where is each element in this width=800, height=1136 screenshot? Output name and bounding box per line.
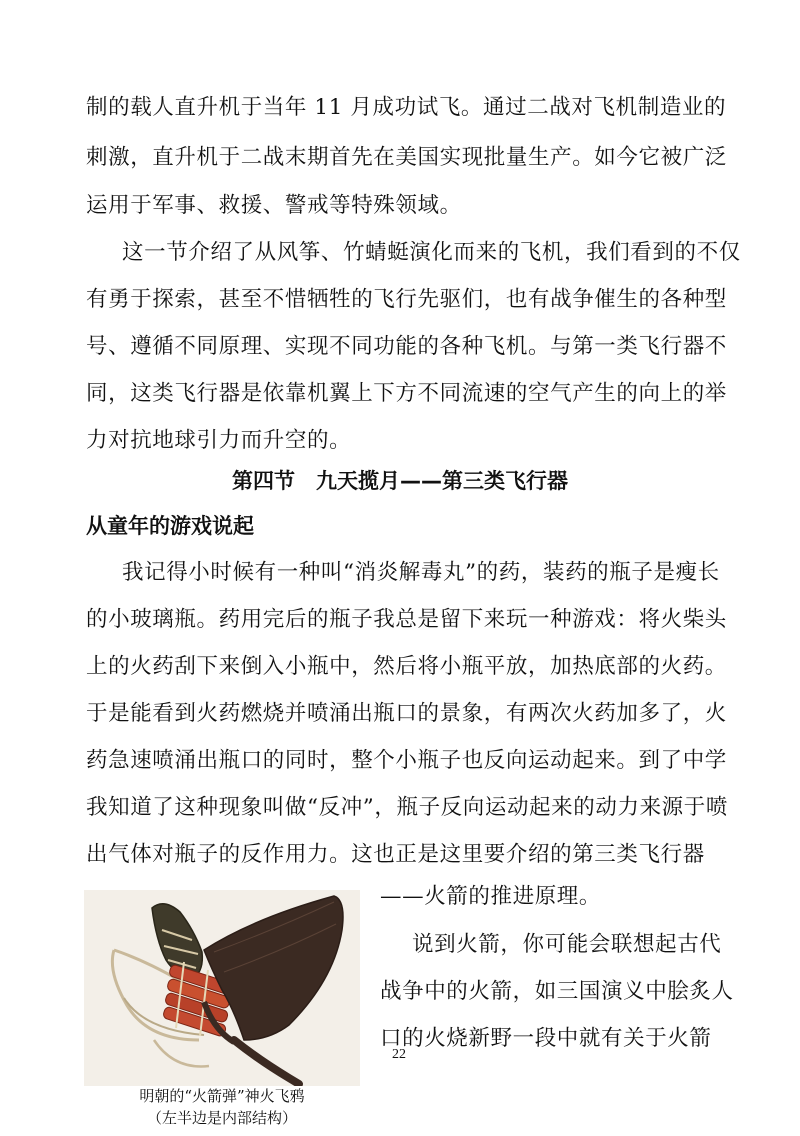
subheading: 从童年的游戏说起 [86,514,254,538]
p2-line-4: 同，这类飞行器是依靠机翼上下方不同流速的空气产生的向上的举 [86,381,727,406]
p3-line-7: 出气体对瓶子的反作用力。这也正是这里要介绍的第三类飞行器 [86,842,705,867]
section-title: 第四节 九天揽月——第三类飞行器 [232,469,568,493]
p1-line-2: 刺激，直升机于二战末期首先在美国实现批量生产。如今它被广泛 [86,145,727,170]
p2-line-3: 号、遵循不同原理、实现不同功能的各种飞机。与第一类飞行器不 [86,334,727,359]
p4-line-1: 说到火箭，你可能会联想起古代 [412,932,722,957]
p3-line-1: 我记得小时候有一种叫“消炎解毒丸”的药，装药的瓶子是瘦长 [122,560,720,585]
p3-line-6: 我知道了这种现象叫做“反冲”，瓶子反向运动起来的动力来源于喷 [86,795,728,820]
p4-line-2: 战争中的火箭，如三国演义中脍炙人 [380,979,734,1004]
p1-line-1: 制的载人直升机于当年 11 月成功试飞。通过二战对飞机制造业的 [86,95,727,120]
page-number: 22 [392,1047,406,1062]
p4-line-3: 口的火烧新野一段中就有关于火箭 [380,1026,712,1051]
p2-line-5: 力对抗地球引力而升空的。 [86,428,352,453]
p3-line-4: 于是能看到火药燃烧并喷涌出瓶口的景象，有两次火药加多了，火 [86,701,727,726]
fire-crow-illustration [84,890,360,1086]
p3-line-5: 药急速喷涌出瓶口的同时，整个小瓶子也反向运动起来。到了中学 [86,748,727,773]
p2-line-1: 这一节介绍了从风筝、竹蜻蜓演化而来的飞机，我们看到的不仅 [122,240,741,265]
p3-line-3: 上的火药刮下来倒入小瓶中，然后将小瓶平放，加热底部的火药。 [86,654,727,679]
p1-line-3: 运用于军事、救援、警戒等特殊领域。 [86,193,462,218]
p3-line-8: ——火箭的推进原理。 [380,884,602,909]
p2-line-2: 有勇于探索，甚至不惜牺牲的飞行先驱们，也有战争催生的各种型 [86,287,727,312]
p3-line-2: 的小玻璃瓶。药用完后的瓶子我总是留下来玩一种游戏：将火柴头 [86,607,727,632]
fire-crow-rocket-figure [84,890,360,1086]
figure-caption-line-2: （左半边是内部结构） [146,1109,297,1127]
figure-caption-line-1: 明朝的“火箭弹”神火飞鸦 [139,1087,305,1105]
